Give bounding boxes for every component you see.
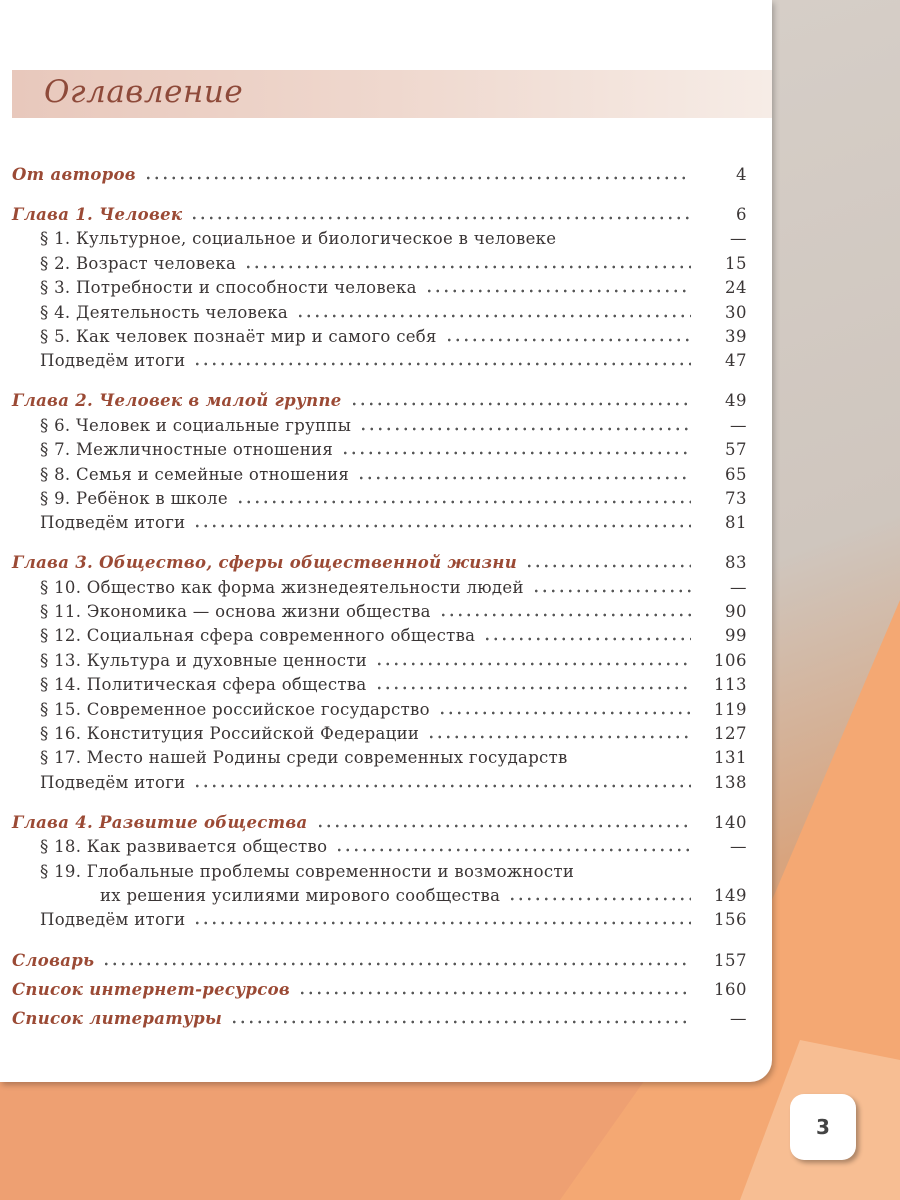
entry-title: Подведём итоги <box>40 910 186 930</box>
toc-section <box>12 806 747 932</box>
dot-leader <box>193 523 691 529</box>
entry-page-number: 65 <box>725 464 747 484</box>
entry-title: § 1. Культурное, социальное и биологическое в человеке <box>40 229 557 249</box>
toc-section <box>12 384 747 534</box>
entry-title: § 19. Глобальные проблемы современности и возможности <box>40 861 575 881</box>
entry-page-number: — <box>730 415 747 435</box>
entry-page-number: 138 <box>714 772 747 792</box>
dot-leader <box>244 264 691 270</box>
entry-title: § 15. Современное российское государство <box>40 699 430 719</box>
toc-entry[interactable] <box>12 250 747 274</box>
entry-page-number: 160 <box>714 980 747 1000</box>
dot-leader <box>375 661 691 667</box>
toc-entry[interactable] <box>12 696 747 720</box>
toc-entry[interactable] <box>12 745 747 769</box>
entry-title: § 12. Социальная сфера современного общества <box>40 626 476 646</box>
entry-page-number: 24 <box>725 278 747 298</box>
entry-title: § 5. Как человек познаёт мир и самого себя <box>40 326 437 346</box>
entry-page-number: 39 <box>725 326 747 346</box>
toc-entry[interactable] <box>12 226 747 250</box>
dot-leader <box>335 847 691 853</box>
entry-title: Словарь <box>12 951 95 971</box>
entry-page-number: 49 <box>725 391 747 411</box>
entry-title: Глава 4. Развитие общества <box>12 812 308 832</box>
toc-entry[interactable] <box>12 275 747 299</box>
entry-title: § 7. Межличностные отношения <box>40 440 334 460</box>
entry-page-number: 156 <box>714 910 747 930</box>
entry-title: § 14. Политическая сфера общества <box>40 675 367 695</box>
entry-page-number: 73 <box>725 488 747 508</box>
toc-chapter-entry[interactable] <box>12 1001 747 1030</box>
entry-title: § 18. Как развивается общество <box>40 837 328 857</box>
toc-entry[interactable] <box>12 324 747 348</box>
toc-entry[interactable] <box>12 412 747 436</box>
entry-title: От авторов <box>12 165 136 184</box>
dot-leader <box>427 734 691 740</box>
dot-leader <box>438 710 691 716</box>
entry-page-number: — <box>730 1009 747 1029</box>
toc-entry[interactable] <box>12 907 747 931</box>
dot-leader <box>425 288 691 294</box>
entry-title: § 6. Человек и социальные группы <box>40 415 352 435</box>
toc-section <box>12 158 747 186</box>
dot-leader <box>525 563 691 569</box>
dot-leader <box>236 499 691 505</box>
dot-leader <box>445 337 691 343</box>
entry-title: Подведём итоги <box>40 513 186 533</box>
entry-page-number: — <box>730 837 747 857</box>
toc-entry[interactable] <box>12 647 747 671</box>
toc-entry[interactable] <box>12 299 747 323</box>
toc-chapter-entry[interactable] <box>12 972 747 1001</box>
dot-leader <box>298 990 691 996</box>
toc-section <box>12 198 747 372</box>
dot-leader <box>316 823 691 829</box>
dot-leader <box>193 920 691 926</box>
dot-leader <box>350 401 691 407</box>
entry-title: Список литературы <box>12 1009 223 1029</box>
dot-leader <box>375 685 691 691</box>
entry-title: § 10. Общество как форма жизнедеятельности людей <box>40 577 524 597</box>
toc-chapter-entry[interactable] <box>12 546 747 574</box>
toc-entry[interactable] <box>12 883 747 907</box>
dot-leader <box>193 783 691 789</box>
dot-leader <box>439 612 691 618</box>
entry-page-number: 6 <box>736 205 747 224</box>
entry-page-number: 57 <box>725 440 747 460</box>
toc-chapter-entry[interactable] <box>12 158 747 186</box>
entry-title: их решения усилиями мирового сообщества <box>100 885 501 905</box>
entry-page-number: 99 <box>725 626 747 646</box>
dot-leader <box>144 175 691 181</box>
toc-entry[interactable] <box>12 721 747 745</box>
dot-leader <box>296 313 691 319</box>
toc-entry[interactable] <box>12 461 747 485</box>
toc-entry[interactable] <box>12 437 747 461</box>
entry-page-number: 157 <box>714 951 747 971</box>
dot-leader <box>359 426 691 432</box>
dot-leader <box>357 475 691 481</box>
toc-entry[interactable] <box>12 623 747 647</box>
toc-entry[interactable] <box>12 769 747 793</box>
entry-page-number: 4 <box>736 165 747 184</box>
toc-section <box>12 943 747 1030</box>
entry-title: § 11. Экономика — основа жизни общества <box>40 602 431 622</box>
dot-leader <box>341 450 691 456</box>
entry-title: § 8. Семья и семейные отношения <box>40 464 350 484</box>
dot-leader <box>102 961 691 967</box>
toc-entry[interactable] <box>12 510 747 534</box>
toc-entry[interactable] <box>12 574 747 598</box>
entry-title: § 17. Место нашей Родины среди современных государств <box>40 748 568 768</box>
entry-title: § 4. Деятельность человека <box>40 302 289 322</box>
toc-entry[interactable] <box>12 348 747 372</box>
entry-page-number: 127 <box>714 724 747 744</box>
entry-title: § 2. Возраст человека <box>40 253 237 273</box>
page-title: Оглавление <box>44 74 244 110</box>
entry-page-number: 106 <box>714 650 747 670</box>
title-bar <box>12 70 772 118</box>
toc-chapter-entry[interactable] <box>12 384 747 412</box>
dot-leader <box>483 636 691 642</box>
toc-section <box>12 546 747 794</box>
entry-page-number: 119 <box>714 699 747 719</box>
page-number: 3 <box>790 1094 856 1160</box>
entry-title: Подведём итоги <box>40 772 186 792</box>
dot-leader <box>230 1019 691 1025</box>
toc-chapter-entry[interactable] <box>12 943 747 972</box>
entry-page-number: 30 <box>725 302 747 322</box>
entry-title: Глава 2. Человек в малой группе <box>12 391 342 411</box>
entry-title: § 13. Культура и духовные ценности <box>40 650 368 670</box>
entry-page-number: 149 <box>714 885 747 905</box>
entry-title: Глава 1. Человек <box>12 205 183 224</box>
dot-leader <box>508 896 691 902</box>
entry-page-number: — <box>730 229 747 249</box>
entry-page-number: 15 <box>725 253 747 273</box>
entry-title: Список интернет-ресурсов <box>12 980 291 1000</box>
toc-entry[interactable] <box>12 599 747 623</box>
toc-entry[interactable] <box>12 672 747 696</box>
entry-title: § 3. Потребности и способности человека <box>40 278 417 298</box>
entry-title: Глава 3. Общество, сферы общественной жизни <box>12 553 518 573</box>
toc-chapter-entry[interactable] <box>12 806 747 834</box>
dot-leader <box>193 361 691 367</box>
toc-entry[interactable] <box>12 858 747 882</box>
toc-chapter-entry[interactable] <box>12 198 747 226</box>
entry-page-number: 131 <box>714 748 747 768</box>
entry-title: § 16. Конституция Российской Федерации <box>40 724 420 744</box>
entry-page-number: 47 <box>725 351 747 371</box>
dot-leader <box>532 588 691 594</box>
entry-page-number: — <box>730 577 747 597</box>
toc-entry[interactable] <box>12 834 747 858</box>
entry-page-number: 83 <box>725 553 747 573</box>
entry-page-number: 90 <box>725 602 747 622</box>
entry-page-number: 140 <box>714 812 747 832</box>
entry-title: Подведём итоги <box>40 351 186 371</box>
dot-leader <box>190 215 691 221</box>
table-of-contents <box>12 158 747 1030</box>
entry-page-number: 81 <box>725 513 747 533</box>
entry-page-number: 113 <box>714 675 747 695</box>
entry-title: § 9. Ребёнок в школе <box>40 488 228 508</box>
toc-entry[interactable] <box>12 486 747 510</box>
